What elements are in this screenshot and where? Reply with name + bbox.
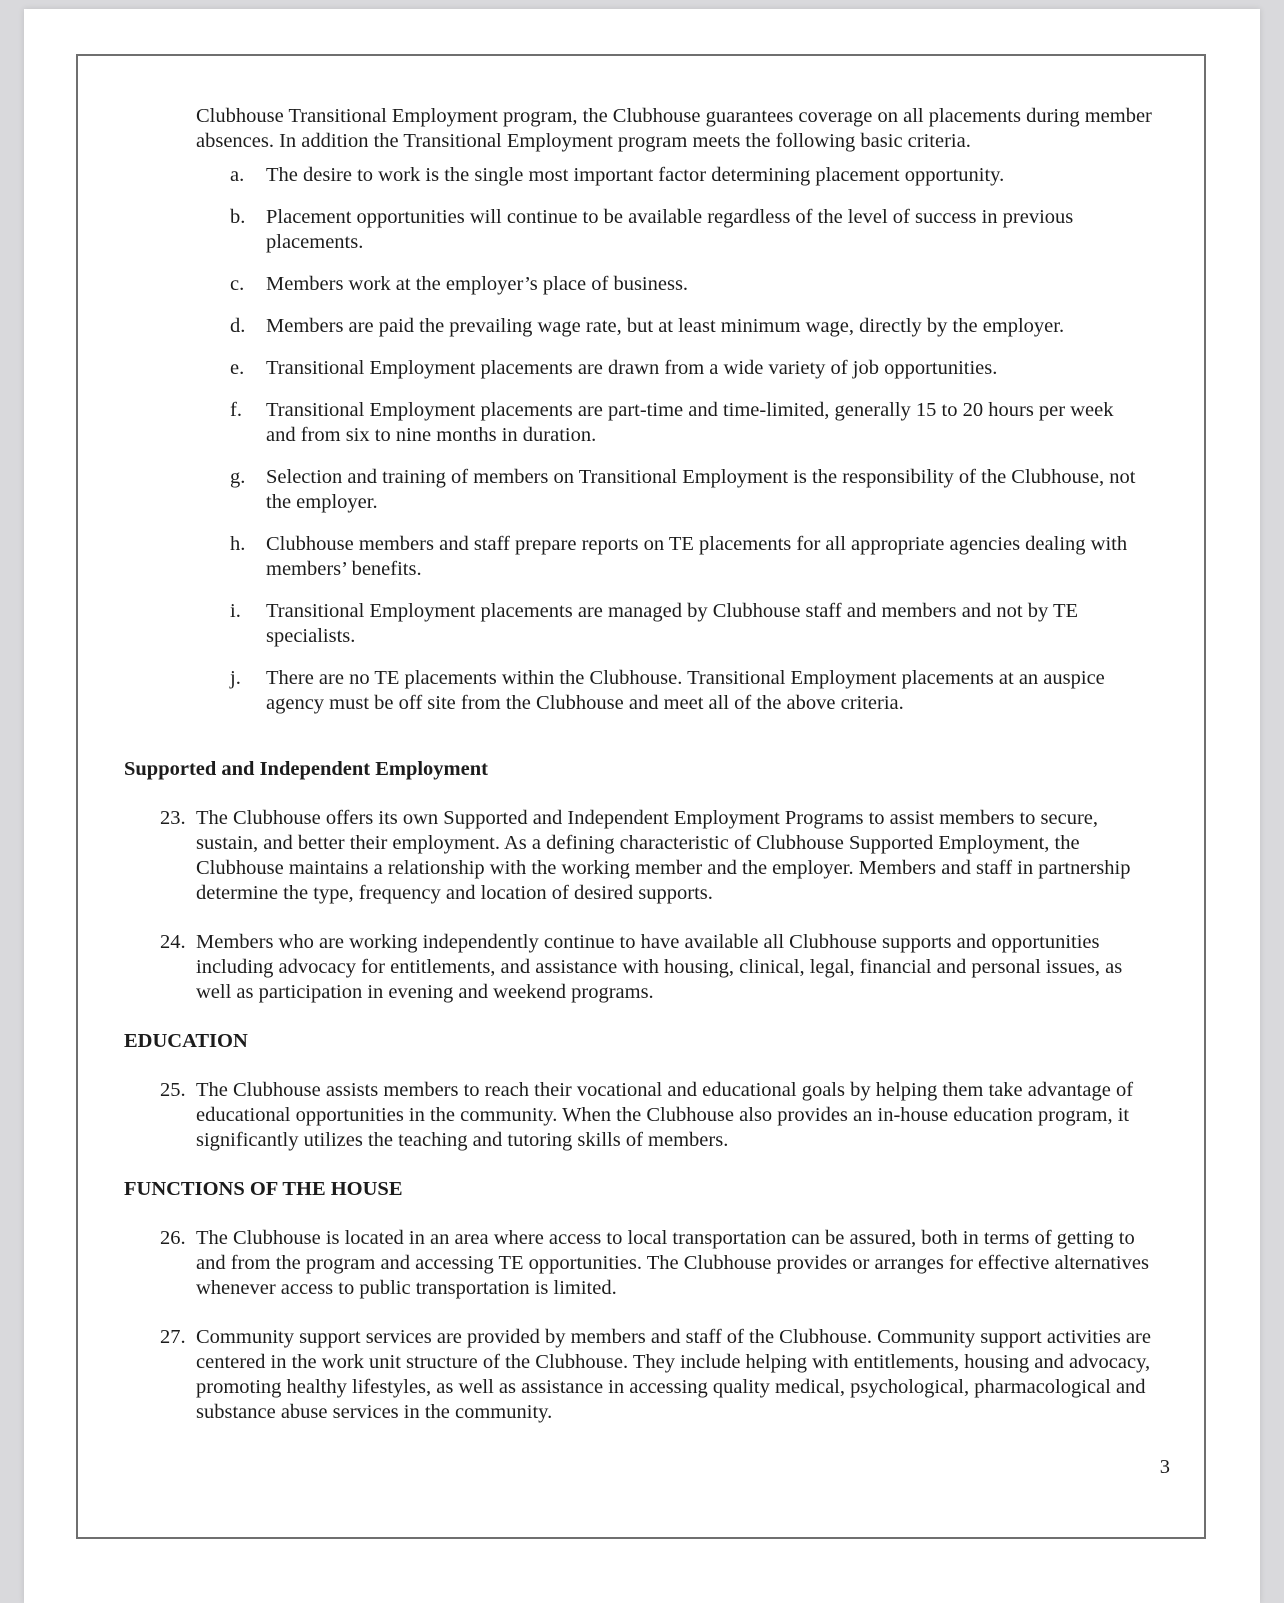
- criteria-item: [124, 398, 1164, 448]
- criteria-letter: j.: [230, 667, 241, 689]
- intro-paragraph: Clubhouse Transitional Employment program, the Clubhouse guarantees coverage on all placements during member absences. In addition the Transitional Employment program meets the following basic criteria.: [196, 105, 1152, 152]
- criteria-item: [124, 272, 1164, 297]
- criteria-letter: h.: [230, 533, 246, 555]
- standard-number: 23.: [160, 807, 186, 829]
- criteria-item: [124, 465, 1164, 515]
- standard-number: 24.: [160, 931, 186, 953]
- page-number: 3: [1159, 1456, 1170, 1478]
- criteria-letter: d.: [230, 315, 246, 337]
- standard-item: [124, 1325, 1164, 1425]
- section-heading-supported-employment: Supported and Independent Employment: [124, 758, 488, 780]
- page-content: [124, 104, 1164, 1425]
- criteria-text: The desire to work is the single most important factor determining placement opportunity.: [266, 164, 1005, 186]
- criteria-text: Placement opportunities will continue to be available regardless of the level of success in previous placements.: [266, 206, 1074, 253]
- section-heading-functions-of-the-house: FUNCTIONS OF THE HOUSE: [124, 1178, 403, 1200]
- supported-employment-list: [124, 806, 1164, 1005]
- criteria-text: Transitional Employment placements are managed by Clubhouse staff and members and not by TE specialists.: [266, 600, 1079, 647]
- criteria-text: Members work at the employer’s place of business.: [266, 273, 689, 295]
- standard-number: 27.: [160, 1326, 186, 1348]
- criteria-item: [124, 163, 1164, 188]
- document-page: [24, 9, 1260, 1603]
- standard-text: Community support services are provided by members and staff of the Clubhouse. Community support activities are centered in the work unit structure of the Clubhouse. They include helping with entitlements, housing and advocacy, promoting healthy lifestyles, as well as assistance in accessing quality medical, psychological, pharmacological and substance abuse services in the community.: [196, 1326, 1151, 1423]
- criteria-text: Members are paid the prevailing wage rate, but at least minimum wage, directly by the employer.: [266, 315, 1065, 337]
- criteria-item: [124, 599, 1164, 649]
- standard-text: Members who are working independently continue to have available all Clubhouse supports and opportunities including advocacy for entitlements, and assistance with housing, clinical, legal, financial and personal issues, as well as participation in evening and weekend programs.: [196, 931, 1123, 1003]
- criteria-text: Selection and training of members on Transitional Employment is the responsibility of the Clubhouse, not the employer.: [266, 466, 1136, 513]
- standard-text: The Clubhouse is located in an area where access to local transportation can be assured, both in terms of getting to and from the program and accessing TE opportunities. The Clubhouse provides or arranges for effective alternatives whenever access to public transportation is limited.: [196, 1227, 1149, 1299]
- standard-text: The Clubhouse offers its own Supported and Independent Employment Programs to assist members to secure, sustain, and better their employment. As a defining characteristic of Clubhouse Supported Employment, the Clubhouse maintains a relationship with the working member and the employer. Members and staff in partnership determine the type, frequency and location of desired supports.: [196, 807, 1131, 904]
- standard-item: [124, 1226, 1164, 1301]
- standard-number: 26.: [160, 1227, 186, 1249]
- criteria-item: [124, 205, 1164, 255]
- criteria-item: [124, 356, 1164, 381]
- section-heading-education: EDUCATION: [124, 1030, 248, 1052]
- criteria-text: Clubhouse members and staff prepare reports on TE placements for all appropriate agencies dealing with members’ benefits.: [266, 533, 1128, 580]
- criteria-item: [124, 314, 1164, 339]
- criteria-text: Transitional Employment placements are part-time and time-limited, generally 15 to 20 hours per week and from six to nine months in duration.: [266, 399, 1114, 446]
- criteria-item: [124, 666, 1164, 716]
- criteria-letter: e.: [230, 357, 245, 379]
- criteria-letter: f.: [230, 399, 242, 421]
- criteria-letter: b.: [230, 206, 246, 228]
- standard-item: [124, 806, 1164, 906]
- standard-text: The Clubhouse assists members to reach their vocational and educational goals by helping them take advantage of educational opportunities in the community. When the Clubhouse also provides an in-house education program, it significantly utilizes the teaching and tutoring skills of members.: [196, 1079, 1134, 1151]
- page-border: [76, 54, 1206, 1539]
- criteria-text: Transitional Employment placements are drawn from a wide variety of job opportunities.: [266, 357, 998, 379]
- education-list: [124, 1078, 1164, 1153]
- standard-number: 25.: [160, 1079, 186, 1101]
- criteria-text: There are no TE placements within the Clubhouse. Transitional Employment placements at an auspice agency must be off site from the Clubhouse and meet all of the above criteria.: [266, 667, 1105, 714]
- criteria-item: [124, 532, 1164, 582]
- criteria-letter: g.: [230, 466, 246, 488]
- standard-item: [124, 1078, 1164, 1153]
- criteria-list: [124, 163, 1164, 716]
- criteria-letter: i.: [230, 600, 241, 622]
- standard-item: [124, 930, 1164, 1005]
- criteria-letter: c.: [230, 273, 245, 295]
- criteria-letter: a.: [230, 164, 245, 186]
- functions-list: [124, 1226, 1164, 1425]
